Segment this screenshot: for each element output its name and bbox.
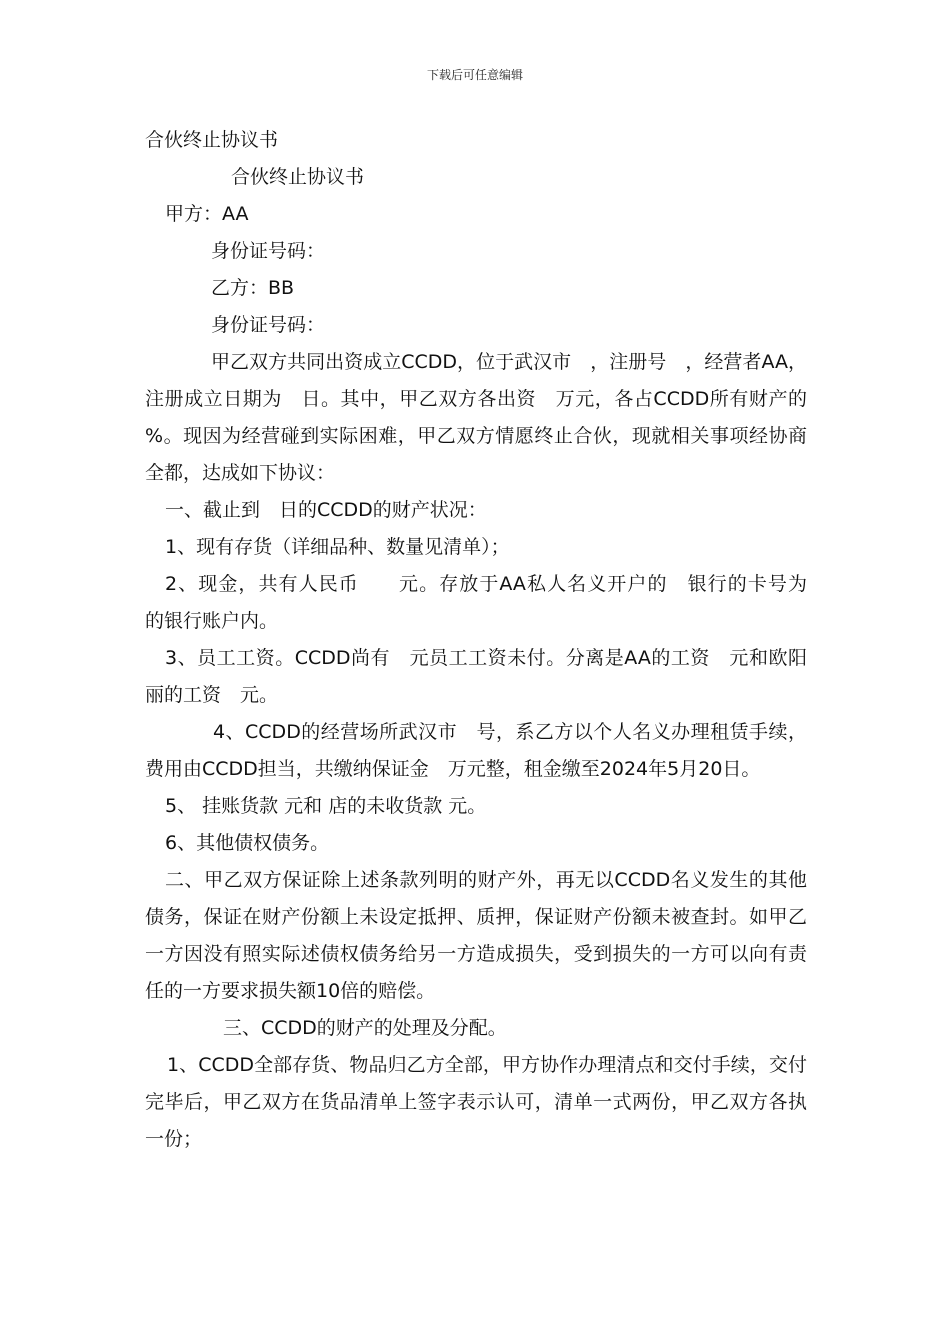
section-1-item-4: 4、CCDD的经营场所武汉市 号，系乙方以个人名义办理租赁手续，费用由CCDD担当，共缴纳保证金 万元整，租金缴至2024年5月20日。 xyxy=(145,721,807,780)
section-1-item-3: 3、员工工资。CCDD尚有 元员工工资未付。分离是AA的工资 元和欧阳丽的工资 元。 xyxy=(145,647,807,706)
section-3-heading: 三、CCDD的财产的处理及分配。 xyxy=(223,1017,507,1039)
doc-title-left: 合伙终止协议书 xyxy=(145,129,279,151)
section-1-item-6: 6、其他债权债务。 xyxy=(165,832,330,854)
section-1-item-2: 2、现金，共有人民币 元。存放于AA私人名义开户的 银行的卡号为 的银行账户内。 xyxy=(145,573,827,632)
doc-title: 合伙终止协议书 xyxy=(231,166,365,188)
page-header: 下载后可任意编辑 xyxy=(426,68,523,82)
section-1-item-1: 1、现有存货（详细品种、数量见清单）； xyxy=(165,536,510,558)
section-2-paragraph: 二、甲乙双方保证除上述条款列明的财产外，再无以CCDD名义发生的其他债务，保证在财产份额上未设定抵押、质押，保证财产份额未被查封。如甲乙一方因没有照实际述债权债务给另一方造成损失，受到损失的一方可以向有责任的一方要求损失额10倍的赔偿。 xyxy=(145,869,807,1002)
section-1-heading: 一、截止到 日的CCDD的财产状况： xyxy=(165,499,487,521)
id-number-a: 身份证号码： xyxy=(211,240,326,262)
document-body xyxy=(145,122,827,1158)
party-b: 乙方：BB xyxy=(211,277,295,299)
intro-paragraph: 甲乙双方共同出资成立CCDD，位于武汉市 ，注册号 ，经营者AA，注册成立日期为 日。其中，甲乙双方各出资 万元，各占CCDD所有财产的 %。现因为经营碰到实际困难，甲乙双方情愿终止合伙，现就相关事项经协商全都，达成如下协议： xyxy=(145,351,827,484)
section-3-item-1: 1、CCDD全部存货、物品归乙方全部，甲方协作办理清点和交付手续，交付完毕后，甲乙双方在货品清单上签字表示认可，清单一式两份，甲乙双方各执一份； xyxy=(145,1054,807,1150)
party-a: 甲方：AA xyxy=(165,203,249,225)
id-number-b: 身份证号码： xyxy=(211,314,326,336)
section-1-item-5: 5、 挂账货款 元和 店的未收货款 元。 xyxy=(165,795,487,817)
